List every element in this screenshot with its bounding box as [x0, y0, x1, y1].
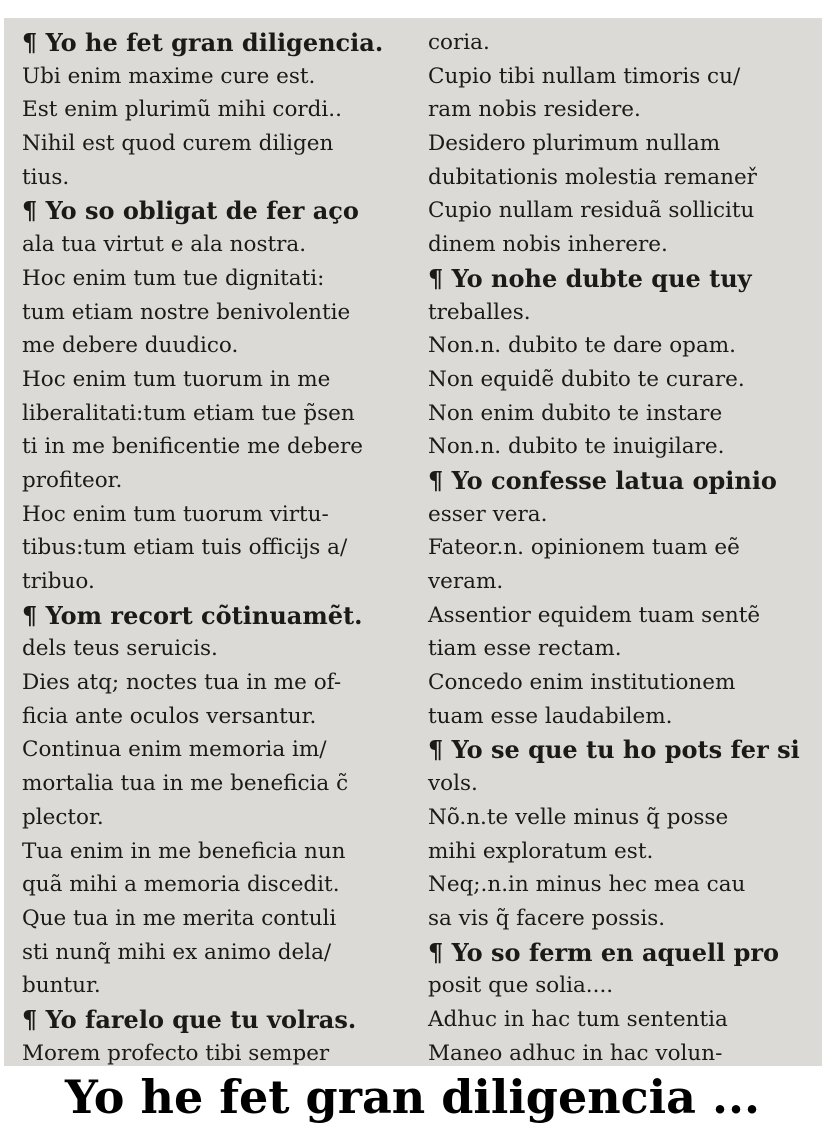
left-column-line: plector. [22, 804, 104, 830]
left-column-line: ficia ante oculos versantur. [22, 703, 317, 729]
right-column-line: posit que solia.... [428, 973, 614, 999]
right-column-line: Concedo enim institutionem [428, 670, 736, 696]
right-column-line: Non.n. dubito te inuigilare. [428, 434, 725, 460]
left-column-line: dels teus seruicis. [22, 636, 218, 662]
right-column-line: Non.n. dubito te dare opam. [428, 333, 736, 359]
right-column-line: ¶ Yo so ferm en aquell pro [428, 937, 780, 967]
right-column-line: mihi exploratum est. [428, 838, 654, 864]
right-column-line: dubitationis molestia remaneř [428, 164, 757, 190]
left-column-line: sti nunq̃ mihi ex animo dela/ [22, 939, 332, 965]
left-column-line: Que tua in me merita contuli [22, 905, 337, 931]
right-column-line: Non equidẽ dubito te curare. [428, 366, 745, 392]
left-column-line: Continua enim memoria im/ [22, 737, 327, 763]
left-column-line: Est enim plurimũ mihi cordi.. [22, 97, 342, 123]
left-column-line: ¶ Yom recort cõtinuamẽt. [22, 600, 363, 630]
left-column-line: tribuo. [22, 569, 95, 594]
scanned-page [4, 18, 822, 1066]
left-column-line: Morem profecto tibi semper [22, 1040, 330, 1066]
right-column-line: esser vera. [428, 501, 548, 527]
left-column-line: Ubi enim maxime cure est. [22, 63, 316, 89]
left-column-line: Tua enim in me beneficia nun [22, 838, 346, 864]
left-column-line: tum etiam nostre benivolentie [22, 299, 351, 325]
right-column-line: sa vis q̃ facere possis. [428, 905, 666, 931]
right-column-line: Non enim dubito te instare [428, 400, 723, 426]
right-column-line: ¶ Yo se que tu ho pots fer si [428, 735, 800, 765]
left-column-line: Dies atq; noctes tua in me of- [22, 670, 342, 696]
right-column-line: tuam esse laudabilem. [428, 703, 673, 729]
left-column-line: Nihil est quod curem diligen [22, 131, 334, 157]
right-column-line: Maneo adhuc in hac volun- [428, 1040, 723, 1066]
left-column-line: ¶ Yo so obligat de fer aço [22, 196, 359, 226]
left-column-line: tibus:tum etiam tuis officijs a/ [22, 535, 348, 561]
right-column-line: treballes. [428, 299, 531, 325]
left-column-line: Hoc enim tum tue dignitati: [22, 265, 325, 291]
right-column-line: Adhuc in hac tum sententia [428, 1006, 728, 1032]
right-column-line: Neq;.n.in minus hec mea cau [428, 872, 746, 898]
right-column-line: ¶ Yo nohe dubte que tuy [428, 263, 752, 293]
left-column-line: quã mihi a memoria discedit. [22, 872, 340, 898]
left-column-line: profiteor. [22, 467, 123, 493]
right-column-line: Assentior equidem tuam sentẽ [428, 602, 761, 628]
left-column-line: me debere duudico. [22, 333, 239, 359]
right-column [428, 26, 820, 1066]
left-column-line: ti in me benificentie me debere [22, 434, 364, 460]
left-column-line: buntur. [22, 973, 101, 999]
right-column-line: ram nobis residere. [428, 97, 641, 123]
right-column-line: tiam esse rectam. [428, 636, 622, 662]
right-column-line: Fateor.n. opinionem tuam eẽ [428, 535, 740, 561]
left-column-line: tius. [22, 164, 70, 190]
left-column-line: mortalia tua in me beneficia c̃ [22, 771, 349, 797]
left-column-line: Hoc enim tum tuorum in me [22, 366, 331, 392]
right-column-line: Desidero plurimum nullam [428, 131, 721, 157]
left-column-line: ala tua virtut e ala nostra. [22, 232, 307, 258]
right-column-line: Cupio tibi nullam timoris cu/ [428, 63, 741, 89]
right-column-line: dinem nobis inherere. [428, 232, 668, 258]
left-column [22, 26, 412, 1066]
right-column-line: ¶ Yo confesse latua opinio [428, 465, 777, 495]
left-column-line: ¶ Yo he fet gran diligencia. [22, 28, 384, 57]
right-column-line: veram. [428, 569, 504, 594]
right-column-line: coria. [428, 30, 490, 55]
right-column-line: vols. [428, 771, 478, 797]
right-column-line: Cupio nullam residuã sollicitu [428, 198, 755, 224]
left-column-line: Hoc enim tum tuorum virtu- [22, 501, 329, 527]
left-column-line: liberalitati:tum etiam tue p̃sen [22, 400, 355, 426]
left-column-line: ¶ Yo farelo que tu volras. [22, 1004, 357, 1034]
caption: Yo he fet gran diligencia ... [64, 1070, 761, 1124]
right-column-line: Nõ.n.te velle minus q̃ posse [428, 804, 729, 830]
